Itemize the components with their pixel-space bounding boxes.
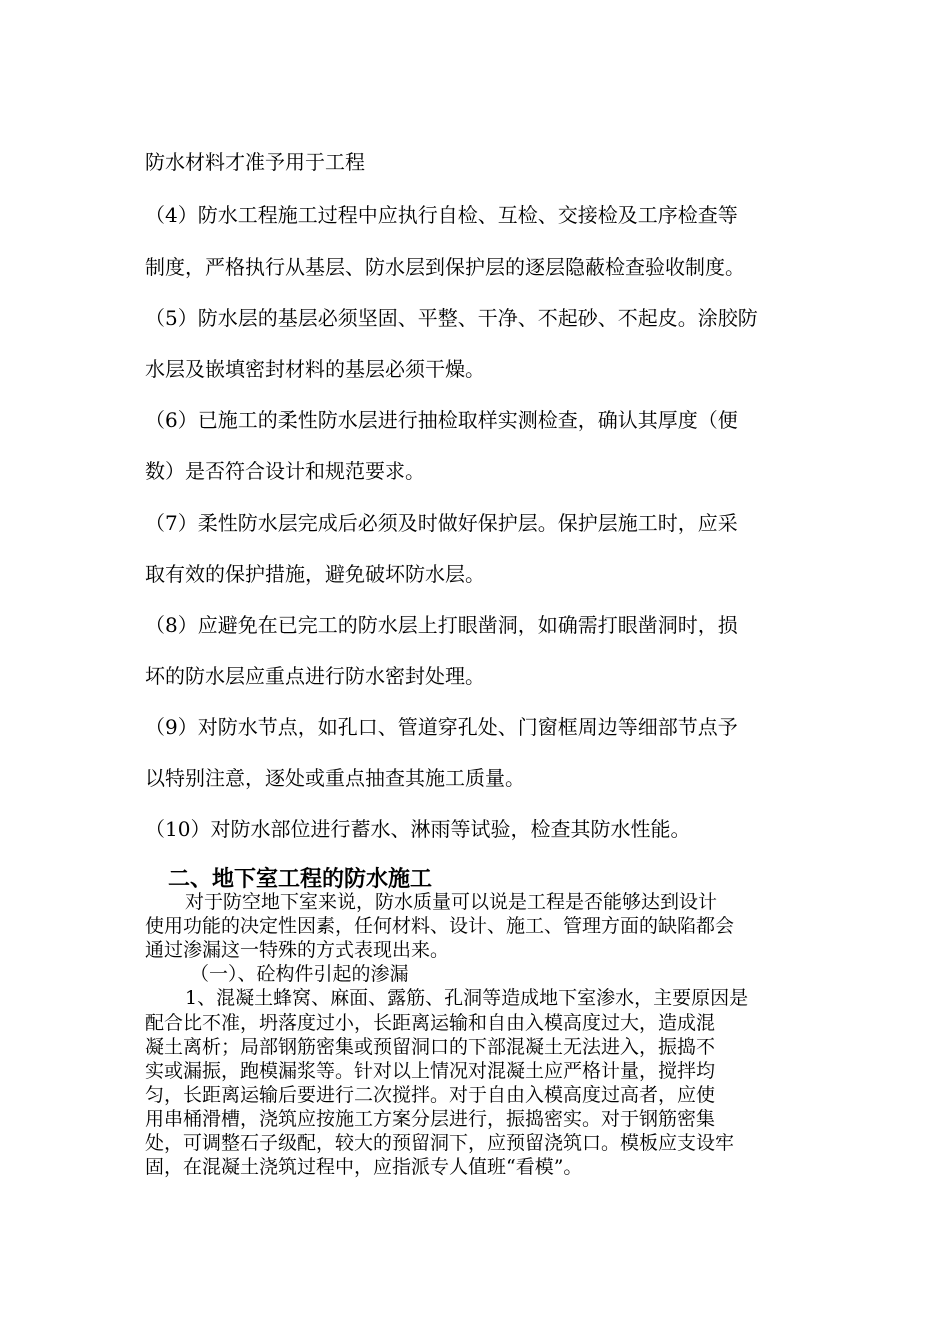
text-line: （4）防水工程施工过程中应执行自检、互检、交接检及工序检查等 bbox=[145, 203, 738, 227]
subsection-heading: （一）、砼构件引起的渗漏 bbox=[190, 963, 409, 985]
text-line: 使用功能的决定性因素，任何材料、设计、施工、管理方面的缺陷都会 bbox=[145, 915, 735, 937]
text-line: 数）是否符合设计和规范要求。 bbox=[145, 459, 425, 483]
text-line: 防水材料才准予用于工程 bbox=[145, 150, 365, 174]
text-line: 取有效的保护措施，避免破坏防水层。 bbox=[145, 562, 485, 586]
section-heading: 二、地下室工程的防水施工 bbox=[168, 866, 433, 892]
text-line: 凝土离析；局部钢筋密集或预留洞口的下部混凝土无法进入，振捣不 bbox=[145, 1036, 716, 1058]
text-line: （5）防水层的基层必须坚固、平整、干净、不起砂、不起皮。涂胶防 bbox=[145, 306, 758, 330]
text-line: （9）对防水节点，如孔口、管道穿孔处、门窗框周边等细部节点予 bbox=[145, 715, 738, 739]
text-line: 通过渗漏这一特殊的方式表现出来。 bbox=[145, 939, 450, 961]
text-line: 处，可调整石子级配，较大的预留洞下，应预留浇筑口。模板应支设牢 bbox=[145, 1132, 735, 1154]
text-line: 实或漏振，跑模漏浆等。针对以上情况对混凝土应严格计量，搅拌均 bbox=[145, 1060, 716, 1082]
text-line: 匀，长距离运输后要进行二次搅拌。对于自由入模高度过高者，应使 bbox=[145, 1084, 716, 1106]
text-line: （6）已施工的柔性防水层进行抽检取样实测检查，确认其厚度（便 bbox=[145, 408, 738, 432]
text-line: （7）柔性防水层完成后必须及时做好保护层。保护层施工时，应采 bbox=[145, 511, 738, 535]
text-line: 1、混凝土蜂窝、麻面、露筋、孔洞等造成地下室渗水，主要原因是 bbox=[185, 987, 749, 1009]
text-line: 对于防空地下室来说，防水质量可以说是工程是否能够达到设计 bbox=[185, 891, 718, 913]
text-line: （8）应避免在已完工的防水层上打眼凿洞，如确需打眼凿洞时，损 bbox=[145, 613, 738, 637]
text-line: 制度，严格执行从基层、防水层到保护层的逐层隐蔽检查验收制度。 bbox=[145, 255, 745, 279]
text-line: 配合比不准，坍落度过小，长距离运输和自由入模高度过大，造成混 bbox=[145, 1012, 716, 1034]
text-line: 水层及嵌填密封材料的基层必须干燥。 bbox=[145, 357, 485, 381]
text-line: （10）对防水部位进行蓄水、淋雨等试验，检查其防水性能。 bbox=[145, 817, 691, 841]
text-line: 固，在混凝土浇筑过程中，应指派专人值班“看模”。 bbox=[145, 1156, 583, 1178]
text-line: 坏的防水层应重点进行防水密封处理。 bbox=[145, 664, 485, 688]
text-line: 以特别注意，逐处或重点抽查其施工质量。 bbox=[145, 766, 525, 790]
text-line: 用串桶滑槽，浇筑应按施工方案分层进行，振捣密实。对于钢筋密集 bbox=[145, 1108, 716, 1130]
